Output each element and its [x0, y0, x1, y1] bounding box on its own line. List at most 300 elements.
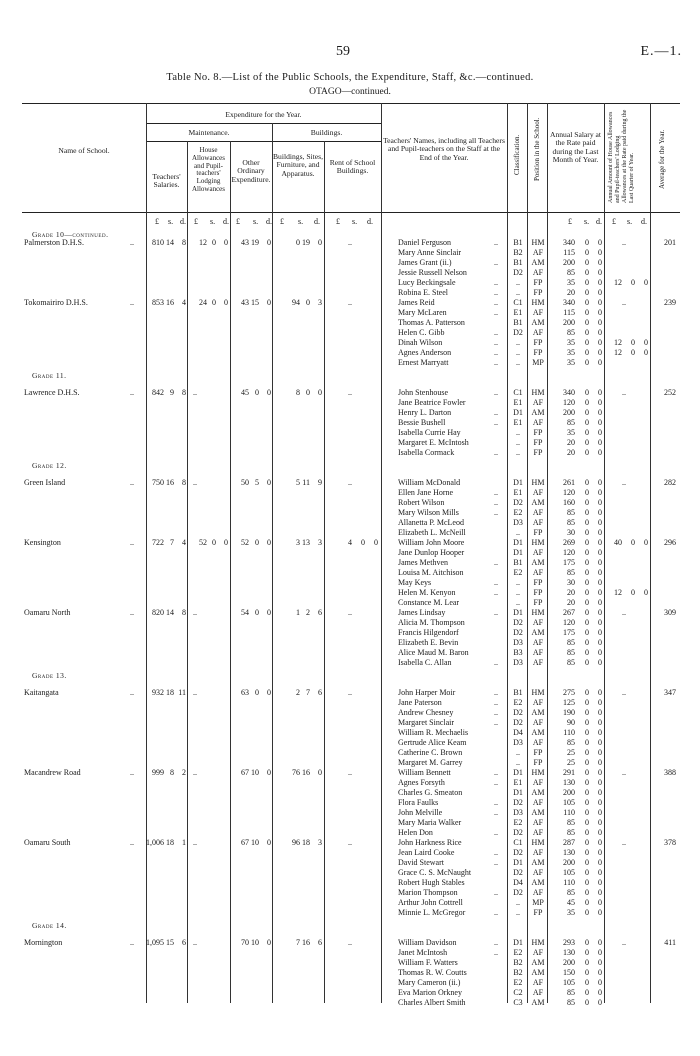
- annual-salary: 150: [563, 968, 575, 977]
- position: HM: [531, 538, 545, 547]
- classification: B3: [513, 648, 523, 657]
- other-expenditure: 0: [255, 608, 259, 617]
- classification: D3: [513, 518, 523, 527]
- buildings-amount: 6: [318, 688, 322, 697]
- annual-salary: 0: [598, 338, 602, 347]
- header-annual-amount: Annual Amount of House Allowances and Pupil-teachers' Lodging Allowances at the Rate paid during the Last Quarter of Year.: [608, 109, 635, 203]
- annual-salary: 0: [585, 998, 589, 1007]
- school-name: Oamaru South: [24, 838, 71, 847]
- salary-amount: 8: [182, 238, 186, 247]
- annual-salary: 0: [585, 248, 589, 257]
- annual-salary: 85: [567, 828, 575, 837]
- buildings-amount: 1: [296, 608, 300, 617]
- annual-salary: 115: [563, 248, 575, 257]
- annual-salary: 85: [567, 888, 575, 897]
- table-row: [22, 638, 680, 648]
- table-row: [22, 268, 680, 278]
- leader-dots: ..: [494, 858, 498, 867]
- classification: D1: [513, 608, 523, 617]
- annual-salary: 0: [598, 268, 602, 277]
- position: FP: [533, 438, 543, 447]
- allowance-amount: 0: [644, 338, 648, 347]
- annual-salary: 0: [585, 528, 589, 537]
- annual-salary: 0: [598, 808, 602, 817]
- teacher-name: Mary Wilson Mills: [398, 508, 459, 517]
- classification: ..: [516, 438, 520, 447]
- table-row: [22, 788, 680, 798]
- table-row: [22, 408, 680, 418]
- table-row: [22, 878, 680, 888]
- school-name: Oamaru North: [24, 608, 71, 617]
- buildings-amount: 5: [296, 478, 300, 487]
- annual-salary: 0: [598, 348, 602, 357]
- table-row: [22, 358, 680, 368]
- leader-dots: ..: [494, 488, 498, 497]
- annual-salary: 0: [585, 258, 589, 267]
- annual-salary: 85: [567, 988, 575, 997]
- teacher-name: Robert Hugh Stables: [398, 878, 465, 887]
- annual-salary: 0: [598, 898, 602, 907]
- annual-salary: 0: [598, 438, 602, 447]
- table-row: [22, 838, 680, 848]
- classification: B1: [513, 238, 523, 247]
- teacher-name: David Stewart: [398, 858, 444, 867]
- table-row: [22, 848, 680, 858]
- other-expenditure: 10: [251, 768, 259, 777]
- buildings-amount: 3: [296, 538, 300, 547]
- position: AF: [532, 518, 544, 527]
- teacher-name: Thomas R. W. Coutts: [398, 968, 467, 977]
- position: HM: [531, 478, 545, 487]
- table-row: [22, 718, 680, 728]
- annual-salary: 85: [567, 648, 575, 657]
- position: AF: [532, 828, 544, 837]
- annual-salary: 0: [585, 558, 589, 567]
- annual-salary: 0: [585, 798, 589, 807]
- annual-salary: 293: [563, 938, 575, 947]
- classification: B2: [513, 968, 523, 977]
- annual-salary: 0: [585, 828, 589, 837]
- annual-salary: 0: [585, 538, 589, 547]
- rent-amount: ..: [348, 388, 352, 397]
- leader-dots: ..: [494, 848, 498, 857]
- position: AM: [531, 998, 545, 1007]
- position: AM: [531, 558, 545, 567]
- annual-salary: 0: [598, 688, 602, 697]
- position: HM: [531, 688, 545, 697]
- salary-amount: 16: [166, 478, 174, 487]
- allowance-amount: 0: [644, 588, 648, 597]
- teacher-name: John Harper Moir: [398, 688, 456, 697]
- other-expenditure: 0: [267, 298, 271, 307]
- allowance-amount: ..: [622, 608, 626, 617]
- table-row: [22, 498, 680, 508]
- table-row: [22, 248, 680, 258]
- annual-salary: 0: [598, 588, 602, 597]
- table-row: [22, 608, 680, 618]
- rent-amount: ..: [348, 838, 352, 847]
- rent-amount: ..: [348, 238, 352, 247]
- classification: D1: [513, 408, 523, 417]
- teacher-name: Mary Maria Walker: [398, 818, 462, 827]
- table-row: [22, 418, 680, 428]
- leader-dots: ..: [494, 798, 498, 807]
- annual-salary: 0: [585, 878, 589, 887]
- annual-salary: 0: [598, 958, 602, 967]
- annual-salary: 110: [563, 878, 575, 887]
- annual-salary: 0: [585, 358, 589, 367]
- annual-salary: 0: [598, 728, 602, 737]
- teacher-name: Jean Laird Cooke: [398, 848, 455, 857]
- teacher-name: James Methven: [398, 558, 448, 567]
- annual-salary: 0: [585, 968, 589, 977]
- position: AF: [532, 568, 544, 577]
- classification: E1: [513, 398, 523, 407]
- salary-amount: 8: [170, 768, 174, 777]
- teacher-name: Catherine C. Brown: [398, 748, 463, 757]
- allowance-amount: ..: [622, 838, 626, 847]
- house-allowance: 0: [224, 538, 228, 547]
- maintenance-rule: [146, 141, 381, 142]
- salary-amount: 853: [152, 298, 164, 307]
- teacher-name: Flora Faulks: [398, 798, 439, 807]
- leader-dots: ..: [494, 308, 498, 317]
- annual-salary: 105: [563, 978, 575, 987]
- unit-label: d.: [223, 217, 229, 226]
- grade-heading: Grade 11.: [32, 371, 67, 380]
- table-row: [22, 308, 680, 318]
- other-expenditure: 0: [267, 688, 271, 697]
- table-row: [22, 438, 680, 448]
- classification: E2: [513, 508, 523, 517]
- salary-amount: 810: [152, 238, 164, 247]
- position: HM: [531, 938, 545, 947]
- buildings-amount: 7: [306, 688, 310, 697]
- salary-amount: 750: [152, 478, 164, 487]
- allowance-amount: ..: [622, 938, 626, 947]
- teacher-name: Grace C. S. McNaught: [398, 868, 472, 877]
- annual-salary: 0: [598, 698, 602, 707]
- classification: B1: [513, 258, 523, 267]
- other-expenditure: 50: [241, 478, 249, 487]
- annual-salary: 0: [585, 548, 589, 557]
- table-row: [22, 858, 680, 868]
- teacher-name: Andrew Chesney: [398, 708, 454, 717]
- annual-salary: 0: [585, 448, 589, 457]
- other-expenditure: 43: [241, 238, 249, 247]
- annual-salary: 0: [585, 908, 589, 917]
- annual-salary: 35: [567, 278, 575, 287]
- annual-salary: 0: [585, 848, 589, 857]
- table-row: [22, 328, 680, 338]
- house-allowance: 12: [199, 238, 207, 247]
- annual-salary: 0: [598, 318, 602, 327]
- annual-salary: 0: [585, 608, 589, 617]
- other-expenditure: 19: [251, 238, 259, 247]
- salary-amount: 11: [178, 688, 186, 697]
- annual-salary: 0: [598, 328, 602, 337]
- classification: ..: [516, 338, 520, 347]
- table-title: Table No. 8.—List of the Public Schools, the Expenditure, Staff, &c.—continued.: [166, 72, 534, 83]
- annual-salary: 175: [563, 628, 575, 637]
- table-row: [22, 318, 680, 328]
- leader-dots: ..: [494, 688, 498, 697]
- buildings-amount: 16: [302, 768, 310, 777]
- annual-salary: 0: [585, 708, 589, 717]
- teacher-name: Gertrude Alice Keam: [398, 738, 467, 747]
- position: AF: [532, 268, 544, 277]
- annual-salary: 0: [585, 318, 589, 327]
- position: FP: [533, 338, 543, 347]
- position: AF: [532, 798, 544, 807]
- header-maintenance: Maintenance.: [188, 128, 230, 137]
- classification: D2: [513, 708, 523, 717]
- leader-dots: ..: [494, 348, 498, 357]
- annual-salary: 200: [563, 958, 575, 967]
- classification: ..: [516, 448, 520, 457]
- annual-salary: 200: [563, 408, 575, 417]
- annual-salary: 269: [563, 538, 575, 547]
- annual-salary: 130: [563, 778, 575, 787]
- classification: D1: [513, 858, 523, 867]
- table-row: [22, 448, 680, 458]
- annual-salary: 0: [585, 808, 589, 817]
- allowance-amount: ..: [622, 768, 626, 777]
- annual-salary: 120: [563, 488, 575, 497]
- position: AM: [531, 788, 545, 797]
- header-buildings-sites: Buildings, Sites, Furniture, and Apparatus.: [272, 152, 323, 178]
- annual-salary: 0: [585, 338, 589, 347]
- units-row: [22, 217, 680, 227]
- allowance-amount: 0: [631, 278, 635, 287]
- annual-salary: 0: [598, 548, 602, 557]
- buildings-amount: 0: [318, 388, 322, 397]
- position: AF: [532, 328, 544, 337]
- teacher-name: Charles G. Smeaton: [398, 788, 463, 797]
- buildings-amount: 3: [318, 538, 322, 547]
- classification: C1: [513, 298, 523, 307]
- leader-dots: ..: [130, 238, 134, 247]
- annual-salary: 0: [585, 838, 589, 847]
- annual-salary: 0: [585, 238, 589, 247]
- table-row: [22, 288, 680, 298]
- leader-dots: ..: [494, 388, 498, 397]
- annual-salary: 0: [598, 428, 602, 437]
- annual-salary: 110: [563, 808, 575, 817]
- position: AF: [532, 988, 544, 997]
- header-bottom-rule: [22, 212, 680, 213]
- classification: E2: [513, 698, 523, 707]
- rent-amount: ..: [348, 768, 352, 777]
- leader-dots: ..: [494, 808, 498, 817]
- position: AF: [532, 868, 544, 877]
- annual-salary: 35: [567, 908, 575, 917]
- annual-salary: 85: [567, 328, 575, 337]
- annual-salary: 0: [585, 658, 589, 667]
- house-allowance: ..: [193, 938, 197, 947]
- rent-amount: ..: [348, 298, 352, 307]
- buildings-amount: 2: [296, 688, 300, 697]
- allowance-amount: 0: [644, 278, 648, 287]
- salary-amount: 14: [166, 608, 174, 617]
- leader-dots: ..: [494, 558, 498, 567]
- average-attendance: 282: [664, 478, 676, 487]
- other-expenditure: 0: [267, 478, 271, 487]
- annual-salary: 0: [585, 298, 589, 307]
- table-row: [22, 868, 680, 878]
- classification: D3: [513, 808, 523, 817]
- rent-amount: ..: [348, 938, 352, 947]
- other-expenditure: 0: [255, 388, 259, 397]
- classification: D1: [513, 548, 523, 557]
- teacher-name: Alicia M. Thompson: [398, 618, 465, 627]
- classification: D3: [513, 738, 523, 747]
- school-name: Palmerston D.H.S.: [24, 238, 84, 247]
- table-row: [22, 958, 680, 968]
- annual-salary: 0: [598, 978, 602, 987]
- leader-dots: ..: [494, 508, 498, 517]
- teacher-name: William Davidson: [398, 938, 457, 947]
- position: FP: [533, 288, 543, 297]
- annual-salary: 20: [567, 588, 575, 597]
- teacher-name: Thomas A. Patterson: [398, 318, 465, 327]
- annual-salary: 0: [598, 768, 602, 777]
- annual-salary: 340: [563, 388, 575, 397]
- classification: D1: [513, 768, 523, 777]
- house-allowance: 0: [212, 238, 216, 247]
- annual-salary: 0: [598, 938, 602, 947]
- salary-amount: 1,006: [146, 838, 164, 847]
- house-allowance: 0: [212, 298, 216, 307]
- buildings-amount: 13: [302, 538, 310, 547]
- annual-salary: 0: [598, 658, 602, 667]
- annual-salary: 0: [585, 598, 589, 607]
- annual-salary: 200: [563, 258, 575, 267]
- teacher-name: Alice Maud M. Baron: [398, 648, 469, 657]
- teacher-name: Allanetta P. McLeod: [398, 518, 464, 527]
- annual-salary: 0: [598, 618, 602, 627]
- classification: D3: [513, 638, 523, 647]
- teacher-name: James Lindsay: [398, 608, 446, 617]
- position: AM: [531, 318, 545, 327]
- table-row: [22, 398, 680, 408]
- position: FP: [533, 908, 543, 917]
- classification: ..: [516, 528, 520, 537]
- leader-dots: ..: [494, 828, 498, 837]
- position: FP: [533, 588, 543, 597]
- teacher-name: James Grant (ii.): [398, 258, 452, 267]
- table-row: [22, 968, 680, 978]
- house-allowance: ..: [193, 688, 197, 697]
- annual-salary: 0: [598, 828, 602, 837]
- position: AF: [532, 778, 544, 787]
- house-allowance: ..: [193, 388, 197, 397]
- salary-amount: 8: [182, 388, 186, 397]
- classification: E2: [513, 818, 523, 827]
- annual-salary: 0: [585, 748, 589, 757]
- annual-salary: 340: [563, 298, 575, 307]
- house-allowance: 0: [212, 538, 216, 547]
- table-row: [22, 978, 680, 988]
- other-expenditure: 63: [241, 688, 249, 697]
- average-attendance: 388: [664, 768, 676, 777]
- leader-dots: ..: [494, 258, 498, 267]
- leader-dots: ..: [494, 288, 498, 297]
- house-allowance: 0: [224, 298, 228, 307]
- table-row: [22, 768, 680, 778]
- leader-dots: ..: [494, 498, 498, 507]
- unit-label: d.: [641, 217, 647, 226]
- leader-dots: ..: [130, 388, 134, 397]
- header-other-expenditure: Other Ordinary Expenditure.: [231, 158, 271, 184]
- table-row: [22, 818, 680, 828]
- annual-salary: 0: [585, 428, 589, 437]
- annual-salary: 0: [585, 508, 589, 517]
- buildings-amount: 7: [296, 938, 300, 947]
- annual-salary: 0: [585, 728, 589, 737]
- teacher-name: Charles Albert Smith: [398, 998, 466, 1007]
- classification: C3: [513, 998, 523, 1007]
- leader-dots: ..: [494, 588, 498, 597]
- table-row: [22, 758, 680, 768]
- position: AF: [532, 648, 544, 657]
- table-row: [22, 998, 680, 1008]
- teacher-name: Marion Thompson: [398, 888, 458, 897]
- salary-amount: 842: [152, 388, 164, 397]
- annual-salary: 85: [567, 738, 575, 747]
- teacher-name: Mary Anne Sinclair: [398, 248, 462, 257]
- teacher-name: Mary Cameron (ii.): [398, 978, 461, 987]
- buildings-amount: 6: [318, 608, 322, 617]
- salary-amount: 4: [182, 298, 186, 307]
- position: AM: [531, 408, 545, 417]
- annual-salary: 0: [585, 868, 589, 877]
- classification: ..: [516, 898, 520, 907]
- other-expenditure: 67: [241, 768, 249, 777]
- annual-salary: 0: [585, 388, 589, 397]
- grade-heading: Grade 13.: [32, 671, 67, 680]
- header-buildings: Buildings.: [310, 128, 343, 137]
- leader-dots: ..: [494, 408, 498, 417]
- annual-salary: 0: [585, 268, 589, 277]
- annual-salary: 0: [598, 568, 602, 577]
- position: FP: [533, 448, 543, 457]
- annual-salary: 0: [598, 498, 602, 507]
- annual-salary: 0: [598, 878, 602, 887]
- annual-salary: 0: [598, 388, 602, 397]
- other-expenditure: 10: [251, 938, 259, 947]
- annual-salary: 35: [567, 428, 575, 437]
- leader-dots: ..: [494, 328, 498, 337]
- annual-salary: 0: [585, 958, 589, 967]
- position: FP: [533, 278, 543, 287]
- classification: ..: [516, 358, 520, 367]
- salary-amount: 932: [152, 688, 164, 697]
- classification: E2: [513, 978, 523, 987]
- classification: C1: [513, 838, 523, 847]
- leader-dots: ..: [130, 938, 134, 947]
- annual-salary: 0: [585, 478, 589, 487]
- teacher-name: Elizabeth E. Bevin: [398, 638, 459, 647]
- leader-dots: ..: [130, 538, 134, 547]
- rent-amount: ..: [348, 688, 352, 697]
- classification: B2: [513, 958, 523, 967]
- table-row: [22, 238, 680, 248]
- annual-salary: 0: [598, 518, 602, 527]
- unit-label: £: [280, 217, 284, 226]
- annual-salary: 0: [585, 288, 589, 297]
- leader-dots: ..: [494, 298, 498, 307]
